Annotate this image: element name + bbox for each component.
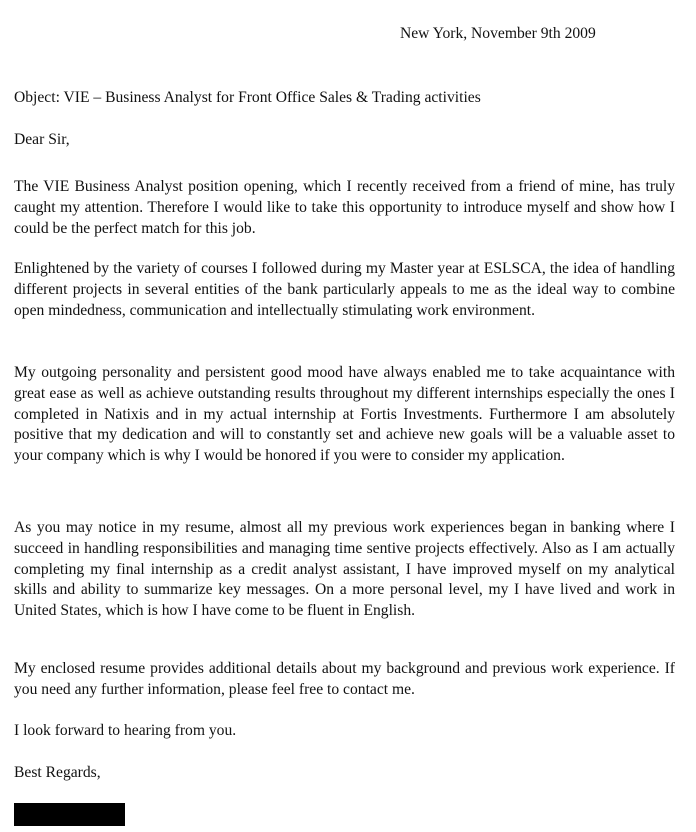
place-date: New York, November 9th 2009 xyxy=(400,25,596,42)
sign-off: Best Regards, xyxy=(14,764,101,781)
salutation: Dear Sir, xyxy=(14,131,70,148)
closing-line: I look forward to hearing from you. xyxy=(14,722,237,739)
body-paragraph-4: As you may notice in my resume, almost all my previous work experiences began in banking where I succeed in handling responsibilities and managing time sentive projects effectively. Also as I am actually completing my final internship as a credit analyst assistant, I have improved myself on my analytical skills and ability to summarize key messages. On a more personal level, my I have lived and work in United States, which is how I have come to be fluent in English. xyxy=(14,519,675,620)
body-paragraph-5: My enclosed resume provides additional details about my background and previous work experience. If you need any further information, please feel free to contact me. xyxy=(14,660,675,698)
redacted-signature-block xyxy=(14,803,125,826)
object-line: Object: VIE – Business Analyst for Front Office Sales & Trading activities xyxy=(14,89,481,106)
body-paragraph-2: Enlightened by the variety of courses I followed during my Master year at ESLSCA, the idea of handling different projects in several entities of the bank particularly appeals to me as the ideal way to combine open mindedness, communication and intellectually stimulating work environment. xyxy=(14,260,675,319)
body-paragraph-3: My outgoing personality and persistent good mood have always enabled me to take acquaintance with great ease as well as achieve outstanding results throughout my different internships especially the ones I completed in Natixis and in my actual internship at Fortis Investments. Furthermore I am absolutely positive that my dedication and will to constantly set and achieve new goals will be a valuable asset to your company which is why I would be honored if you were to consider my application. xyxy=(14,364,675,465)
body-paragraph-1: The VIE Business Analyst position opening, which I recently received from a friend of mine, has truly caught my attention. Therefore I would like to take this opportunity to introduce myself and show how I could be the perfect match for this job. xyxy=(14,178,675,237)
